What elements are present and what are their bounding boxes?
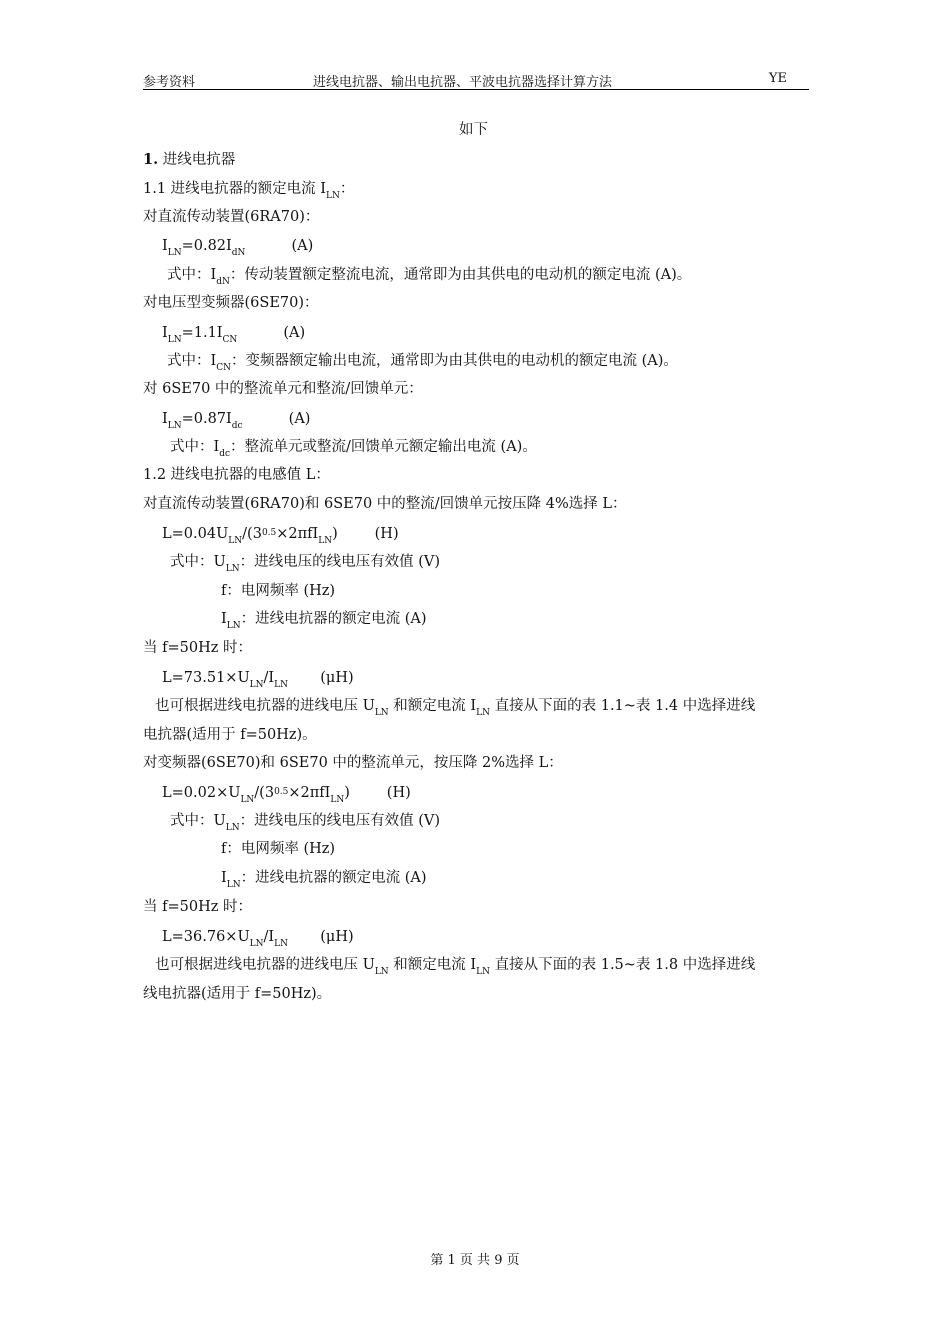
- formula: $I_{LN}=0.82I_{dN}$ (A): [162, 238, 314, 258]
- text-line: 对 6SE70 中的整流单元和整流/回馈单元：: [143, 381, 423, 397]
- text-line: 对电压型变频器(6SE70)：: [143, 295, 319, 311]
- header-title: 进线电抗器、输出电抗器、平波电抗器选择计算方法: [313, 75, 613, 90]
- text-line: 对直流传动装置(6RA70)和 6SE70 中的整流/回馈单元按压降 4%选择 L：: [143, 496, 627, 512]
- formula: $L=73.51\times U_{LN}/I_{LN}$ (μH): [162, 670, 354, 690]
- formula: $L=36.76\times U_{LN}/I_{LN}$ (μH): [162, 929, 354, 949]
- subsection-1-1: 1.1 进线电抗器的额定电流 $I_{LN}$：: [143, 181, 355, 201]
- paragraph-line: 也可根据进线电抗器的进线电压 $U_{LN}$ 和额定电流 $I_{LN}$ 直接从下面的表 1.1~表 1.4 中选择进线: [155, 698, 756, 718]
- paragraph-line: 线电抗器(适用于 f=50Hz)。: [143, 986, 332, 1002]
- formula-note: f：电网频率 (Hz): [221, 841, 336, 857]
- formula-note: 式中：$I_{CN}$：变频器额定输出电流，通常即为由其供电的电动机的额定电流 (A)。: [167, 353, 678, 373]
- header-left: 参考资料: [143, 75, 196, 90]
- formula: $L=0.04U_{LN}/(3^{0.5}\times 2\pi fI_{LN})$ (H): [162, 526, 399, 546]
- formula-note: 式中：$U_{LN}$：进线电压的线电压有效值 (V): [170, 554, 440, 574]
- text-line: 对直流传动装置(6RA70)：: [143, 209, 320, 225]
- page-footer: 第 1 页 共 9 页: [430, 1253, 520, 1268]
- formula-note: $I_{LN}$：进线电抗器的额定电流 (A): [221, 870, 427, 890]
- subsection-1-2: 1.2 进线电抗器的电感值 L：: [143, 467, 330, 483]
- paragraph-line: 电抗器(适用于 f=50Hz)。: [143, 727, 317, 743]
- formula-note: 式中：$U_{LN}$：进线电压的线电压有效值 (V): [170, 813, 440, 833]
- text-line: 当 f=50Hz 时：: [143, 899, 252, 915]
- formula: $I_{LN}=1.1I_{CN}$ (A): [162, 325, 306, 345]
- section-intro: 如下: [459, 122, 488, 138]
- formula: $I_{LN}=0.87I_{dc}$ (A): [162, 411, 311, 431]
- section-number: 1.: [143, 151, 159, 168]
- formula-note: $I_{LN}$：进线电抗器的额定电流 (A): [221, 611, 427, 631]
- section-heading-1: [143, 151, 235, 169]
- text-line: 当 f=50Hz 时：: [143, 640, 252, 656]
- paragraph-line: 也可根据进线电抗器的进线电压 $U_{LN}$ 和额定电流 $I_{LN}$ 直接从下面的表 1.5~表 1.8 中选择进线: [155, 957, 756, 977]
- page-header: [143, 71, 809, 90]
- header-right: YE: [768, 71, 787, 86]
- formula: $L=0.02\times U_{LN}/(3^{0.5}\times 2\pi fI_{LN})$ (H): [162, 785, 411, 805]
- section-title: 进线电抗器: [158, 152, 236, 168]
- formula-note: 式中：$I_{dc}$：整流单元或整流/回馈单元额定输出电流 (A)。: [170, 439, 537, 459]
- formula-note: 式中：$I_{dN}$：传动装置额定整流电流，通常即为由其供电的电动机的额定电流 (A)。: [167, 267, 692, 287]
- text-line: 对变频器(6SE70)和 6SE70 中的整流单元，按压降 2%选择 L：: [143, 755, 563, 771]
- formula-note: f：电网频率 (Hz): [221, 583, 336, 599]
